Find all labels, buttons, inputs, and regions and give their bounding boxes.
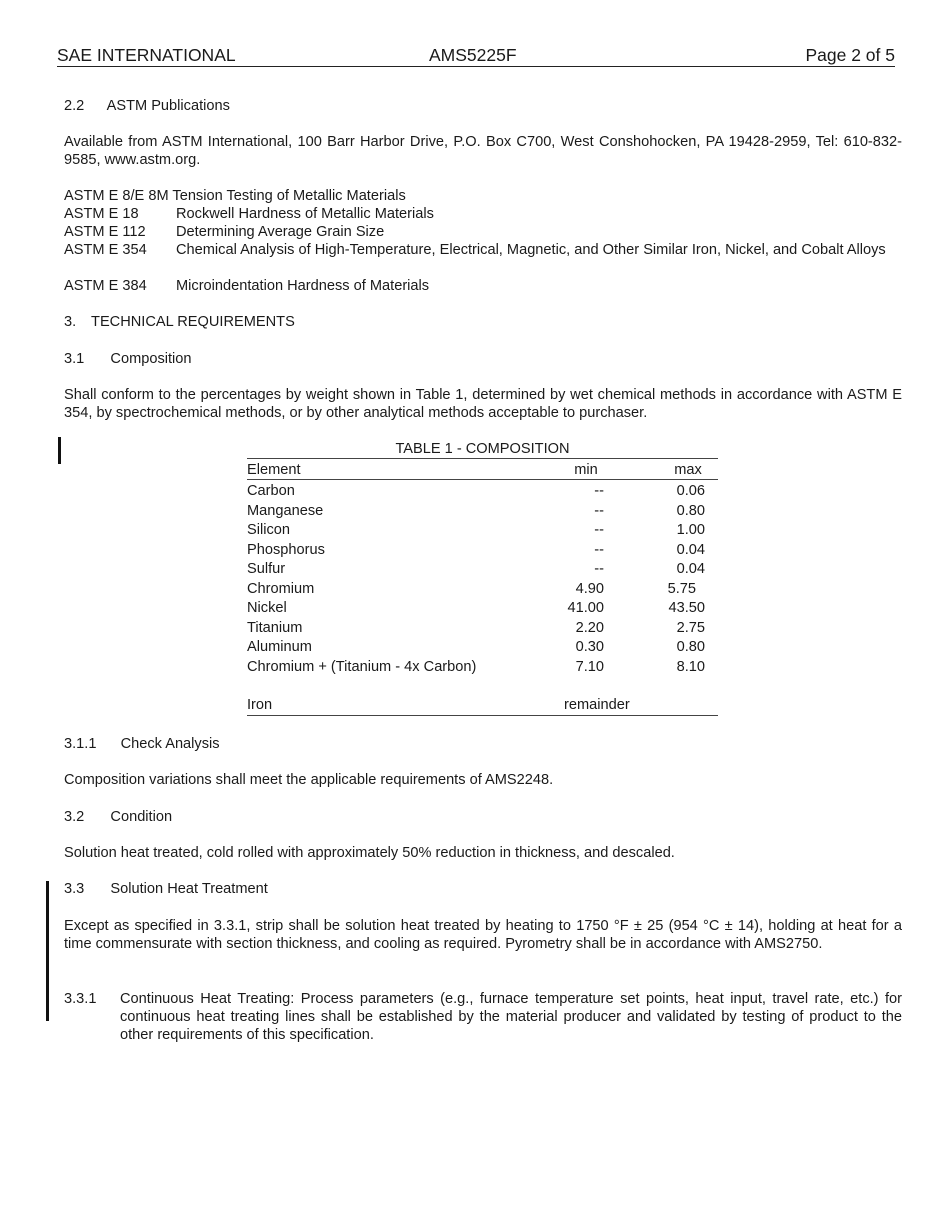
cell-min: -- xyxy=(594,561,604,577)
section-3-heading xyxy=(64,313,295,331)
header-max: max xyxy=(674,462,702,478)
cell-element: Phosphorus xyxy=(247,541,325,558)
table-row xyxy=(247,521,718,539)
section-title: TECHNICAL REQUIREMENTS xyxy=(91,314,295,330)
header-min: min xyxy=(574,462,598,478)
header-page-number: Page 2 of 5 xyxy=(805,45,895,65)
section-number: 2.2 xyxy=(64,98,85,114)
table-top-rule xyxy=(247,458,718,459)
table-row xyxy=(247,599,718,617)
cell-element: Iron xyxy=(247,697,273,713)
cell-min: 7.10 xyxy=(575,658,604,675)
table-caption: TABLE 1 - COMPOSITION xyxy=(395,441,570,457)
check-analysis-paragraph: Composition variations shall meet the applicable requirements of AMS2248. xyxy=(64,772,554,788)
cell-remainder: remainder xyxy=(564,697,630,713)
astm-entry xyxy=(64,241,902,277)
cell-min: 4.90 xyxy=(575,580,604,597)
revision-change-bar xyxy=(46,881,49,1021)
section-3-3-heading xyxy=(64,880,268,898)
cell-max: 2.75 xyxy=(676,619,705,636)
section-title: Composition xyxy=(110,351,192,367)
cell-element: Titanium xyxy=(247,619,303,636)
cell-element: Silicon xyxy=(247,522,290,538)
section-number: 3.1 xyxy=(64,351,85,367)
table-row xyxy=(247,638,718,656)
section-number: 3.3 xyxy=(64,881,85,897)
astm-code: ASTM E 18 xyxy=(64,206,139,222)
composition-paragraph: Shall conform to the percentages by weight shown in Table 1, determined by wet chemical methods in accordance with ASTM E 354, by spectrochemical methods, or by other analytical methods acceptable to purchaser. xyxy=(64,387,902,421)
cell-element: Carbon xyxy=(247,483,295,499)
cell-element: Nickel xyxy=(247,600,287,616)
cell-min: -- xyxy=(594,522,604,538)
astm-entry xyxy=(64,223,902,241)
cell-max: 0.80 xyxy=(676,639,705,655)
section-3-2-heading xyxy=(64,808,172,826)
revision-change-bar xyxy=(58,437,61,464)
solution-heat-treatment-paragraph: Except as specified in 3.3.1, strip shall be solution heat treated by heating to 1750 °F ± 25 (954 °C ± 14), holding at heat for a time commensurate with section thickness, and cooling as required. Pyrometry shall be in accordance with AMS2750. xyxy=(64,918,902,952)
cell-min: 0.30 xyxy=(575,639,604,655)
astm-code: ASTM E 112 xyxy=(64,224,146,240)
astm-code: ASTM E 384 xyxy=(64,278,147,294)
section-number: 3.2 xyxy=(64,809,85,825)
table-row xyxy=(247,502,718,520)
condition-paragraph: Solution heat treated, cold rolled with approximately 50% reduction in thickness, and descaled. xyxy=(64,845,675,861)
cell-max: 0.80 xyxy=(676,502,705,519)
table-header-row xyxy=(247,461,718,479)
cell-max: 0.06 xyxy=(676,483,705,499)
cell-min: -- xyxy=(594,502,604,519)
table-row xyxy=(247,541,718,559)
section-number: 3.1.1 xyxy=(64,736,97,752)
astm-code: ASTM E 354 xyxy=(64,242,147,258)
cell-max: 8.10 xyxy=(676,658,705,675)
table-balance-row xyxy=(247,696,718,714)
table-header-rule xyxy=(247,479,718,480)
table-row xyxy=(247,580,718,598)
section-title: Condition xyxy=(110,809,173,825)
astm-entry-e8: ASTM E 8/E 8M Tension Testing of Metallic Materials xyxy=(64,188,406,204)
cell-element: Aluminum xyxy=(247,639,312,655)
section-title: ASTM Publications xyxy=(106,98,230,114)
astm-title: Determining Average Grain Size xyxy=(176,224,385,240)
table-row xyxy=(247,658,718,676)
cell-min: 2.20 xyxy=(575,619,604,636)
header-org: SAE INTERNATIONAL xyxy=(57,45,236,65)
section-2-2-heading xyxy=(64,97,230,115)
cell-max: 0.04 xyxy=(676,541,705,558)
continuous-heat-treating-paragraph: Continuous Heat Treating: Process parameters (e.g., furnace temperature set points, heat input, travel rate, etc.) for continuous heat treating lines shall be established by the material producer and validated by testing of product to the other requirements of this specification. xyxy=(120,991,902,1043)
table-bottom-rule xyxy=(247,715,718,716)
astm-availability-paragraph: Available from ASTM International, 100 Barr Harbor Drive, P.O. Box C700, West Conshohocken, PA 19428-2959, Tel: 610-832-9585, www.astm.org. xyxy=(64,134,902,168)
header-doc-id: AMS5225F xyxy=(429,45,517,65)
section-title: Check Analysis xyxy=(120,736,220,752)
cell-max: 1.00 xyxy=(676,522,705,538)
astm-title: Chemical Analysis of High-Temperature, Electrical, Magnetic, and Other Similar Iron, Nickel, and Cobalt Alloys xyxy=(176,242,886,258)
cell-min: -- xyxy=(594,483,604,499)
astm-title: Microindentation Hardness of Materials xyxy=(176,278,430,294)
cell-max: 0.04 xyxy=(676,561,705,577)
cell-element: Chromium + (Titanium - 4x Carbon) xyxy=(247,658,477,675)
cell-element: Chromium xyxy=(247,580,315,597)
section-3-1-heading xyxy=(64,350,192,368)
header-element: Element xyxy=(247,462,301,478)
cell-max: 43.50 xyxy=(668,600,705,616)
section-number: 3. xyxy=(64,314,77,330)
cell-element: Sulfur xyxy=(247,561,286,577)
cell-min: -- xyxy=(594,541,604,558)
cell-element: Manganese xyxy=(247,502,324,519)
cell-min: 41.00 xyxy=(567,600,604,616)
astm-title: Rockwell Hardness of Metallic Materials xyxy=(176,206,434,222)
table-row xyxy=(247,619,718,637)
astm-entry xyxy=(64,277,902,295)
composition-table xyxy=(247,440,718,716)
table-row xyxy=(247,560,718,578)
astm-entry xyxy=(64,205,902,223)
section-title: Solution Heat Treatment xyxy=(110,881,268,897)
page-header xyxy=(57,44,895,67)
section-3-3-1-number: 3.3.1 xyxy=(64,991,97,1007)
cell-max: 5.75 xyxy=(667,580,696,597)
section-3-1-1-heading xyxy=(64,735,220,753)
table-row xyxy=(247,482,718,500)
